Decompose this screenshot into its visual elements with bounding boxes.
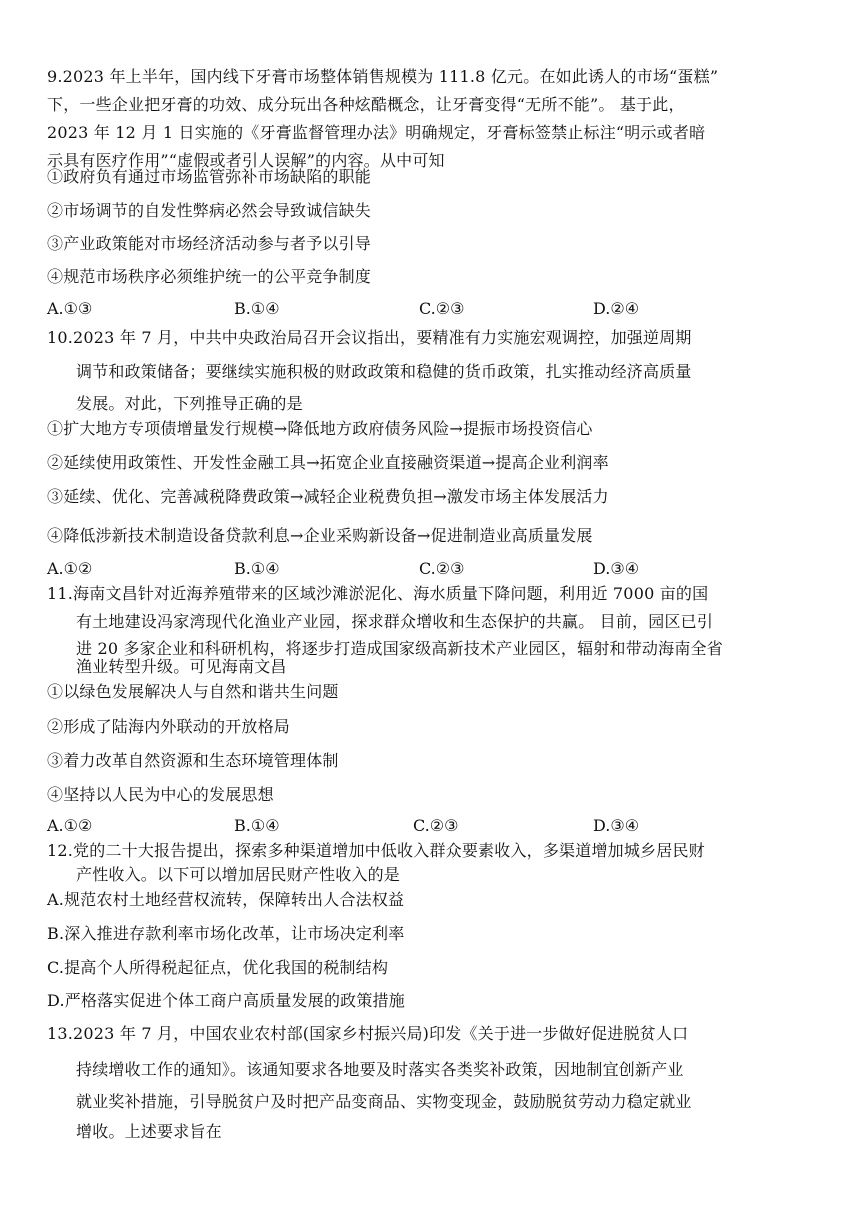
q9-option-c[interactable]: C.②③ [419, 299, 465, 318]
q12-choice-d[interactable]: D.严格落实促进个体工商户高质量发展的政策措施 [47, 991, 405, 1010]
q11-statement-1: ①以绿色发展解决人与自然和谐共生问题 [47, 682, 339, 701]
q9-statement-3: ③产业政策能对市场经济活动参与者予以引导 [47, 234, 372, 253]
q11-stem-line-1: 11.海南文昌针对近海养殖带来的区域沙滩淤泥化、海水质量下降问题，利用近 7000 亩的国 [47, 584, 709, 603]
q10-option-d[interactable]: D.③④ [593, 559, 640, 578]
q11-statement-4: ④坚持以人民为中心的发展思想 [47, 785, 274, 804]
q11-stem-line-4: 渔业转型升级。可见海南文昌 [76, 657, 287, 676]
q11-stem-line-2: 有土地建设冯家湾现代化渔业产业园，探求群众增收和生态保护的共赢。 目前，园区已引 [76, 612, 714, 631]
q9-stem-line-4: 示具有医疗作用”“虚假或者引人误解”的内容。从中可知 [47, 151, 445, 170]
q12-choice-a[interactable]: A.规范农村土地经营权流转，保障转出人合法权益 [47, 890, 405, 909]
q12-choice-b[interactable]: B.深入推进存款利率市场化改革，让市场决定利率 [47, 924, 405, 943]
q13-stem-line-2: 持续增收工作的通知》。该通知要求各地要及时落实各类奖补政策，因地制宜创新产业 [76, 1060, 684, 1079]
q12-stem-line-1: 12.党的二十大报告提出，探索多种渠道增加中低收入群众要素收入，多渠道增加城乡居民财 [47, 841, 705, 860]
q9-option-d[interactable]: D.②④ [593, 299, 640, 318]
q10-option-c[interactable]: C.②③ [419, 559, 465, 578]
q10-stem-line-3: 发展。对此，下列推导正确的是 [76, 394, 303, 413]
q13-stem-line-4: 增收。上述要求旨在 [76, 1122, 222, 1141]
q10-statement-4: ④降低涉新技术制造设备贷款利息→企业采购新设备→促进制造业高质量发展 [47, 526, 593, 545]
q9-statement-1: ①政府负有通过市场监管弥补市场缺陷的职能 [47, 167, 372, 186]
q11-option-c[interactable]: C.②③ [413, 816, 459, 835]
q9-statement-2: ②市场调节的自发性弊病必然会导致诚信缺失 [47, 201, 372, 220]
q13-stem-line-3: 就业奖补措施，引导脱贫户及时把产品变商品、实物变现金，鼓励脱贫劳动力稳定就业 [76, 1092, 692, 1111]
q10-stem-line-2: 调节和政策储备；要继续实施积极的财政政策和稳健的货币政策，扎实推动经济高质量 [76, 362, 692, 381]
q11-option-d[interactable]: D.③④ [593, 816, 640, 835]
q11-stem-line-3: 进 20 多家企业和科研机构，将逐步打造成国家级高新技术产业园区，辐射和带动海南全省 [76, 639, 723, 658]
q11-statement-2: ②形成了陆海内外联动的开放格局 [47, 717, 291, 736]
q10-option-b[interactable]: B.①④ [234, 559, 280, 578]
q10-stem-line-1: 10.2023 年 7 月，中共中央政治局召开会议指出，要精准有力实施宏观调控，加强逆周期 [47, 328, 692, 347]
q11-option-b[interactable]: B.①④ [234, 816, 280, 835]
q9-option-b[interactable]: B.①④ [234, 299, 280, 318]
q12-choice-c[interactable]: C.提高个人所得税起征点，优化我国的税制结构 [47, 958, 389, 977]
q12-stem-line-2: 产性收入。以下可以增加居民财产性收入的是 [76, 865, 401, 884]
q9-statement-4: ④规范市场秩序必须维护统一的公平竞争制度 [47, 267, 372, 286]
q10-option-a[interactable]: A.①② [47, 559, 93, 578]
q10-statement-1: ①扩大地方专项债增量发行规模→降低地方政府债务风险→提振市场投资信心 [47, 419, 593, 438]
q11-statement-3: ③着力改革自然资源和生态环境管理体制 [47, 751, 339, 770]
q9-option-a[interactable]: A.①③ [47, 299, 93, 318]
q13-stem-line-1: 13.2023 年 7 月，中国农业农村部(国家乡村振兴局)印发《关于进一步做好促进脱贫人口 [47, 1024, 689, 1043]
q9-stem-line-3: 2023 年 12 月 1 日实施的《牙膏监督管理办法》明确规定，牙膏标签禁止标注“明示或者暗 [47, 123, 706, 142]
q11-option-a[interactable]: A.①② [47, 816, 93, 835]
q10-statement-3: ③延续、优化、完善减税降费政策→减轻企业税费负担→激发市场主体发展活力 [47, 487, 609, 506]
q10-statement-2: ②延续使用政策性、开发性金融工具→拓宽企业直接融资渠道→提高企业利润率 [47, 453, 609, 472]
q9-stem-line-2: 下，一些企业把牙膏的功效、成分玩出各种炫酷概念，让牙膏变得“无所不能”。 基于此， [47, 95, 685, 114]
q9-stem-line-1: 9.2023 年上半年，国内线下牙膏市场整体销售规模为 111.8 亿元。在如此诱人的市场“蛋糕” [47, 67, 719, 86]
